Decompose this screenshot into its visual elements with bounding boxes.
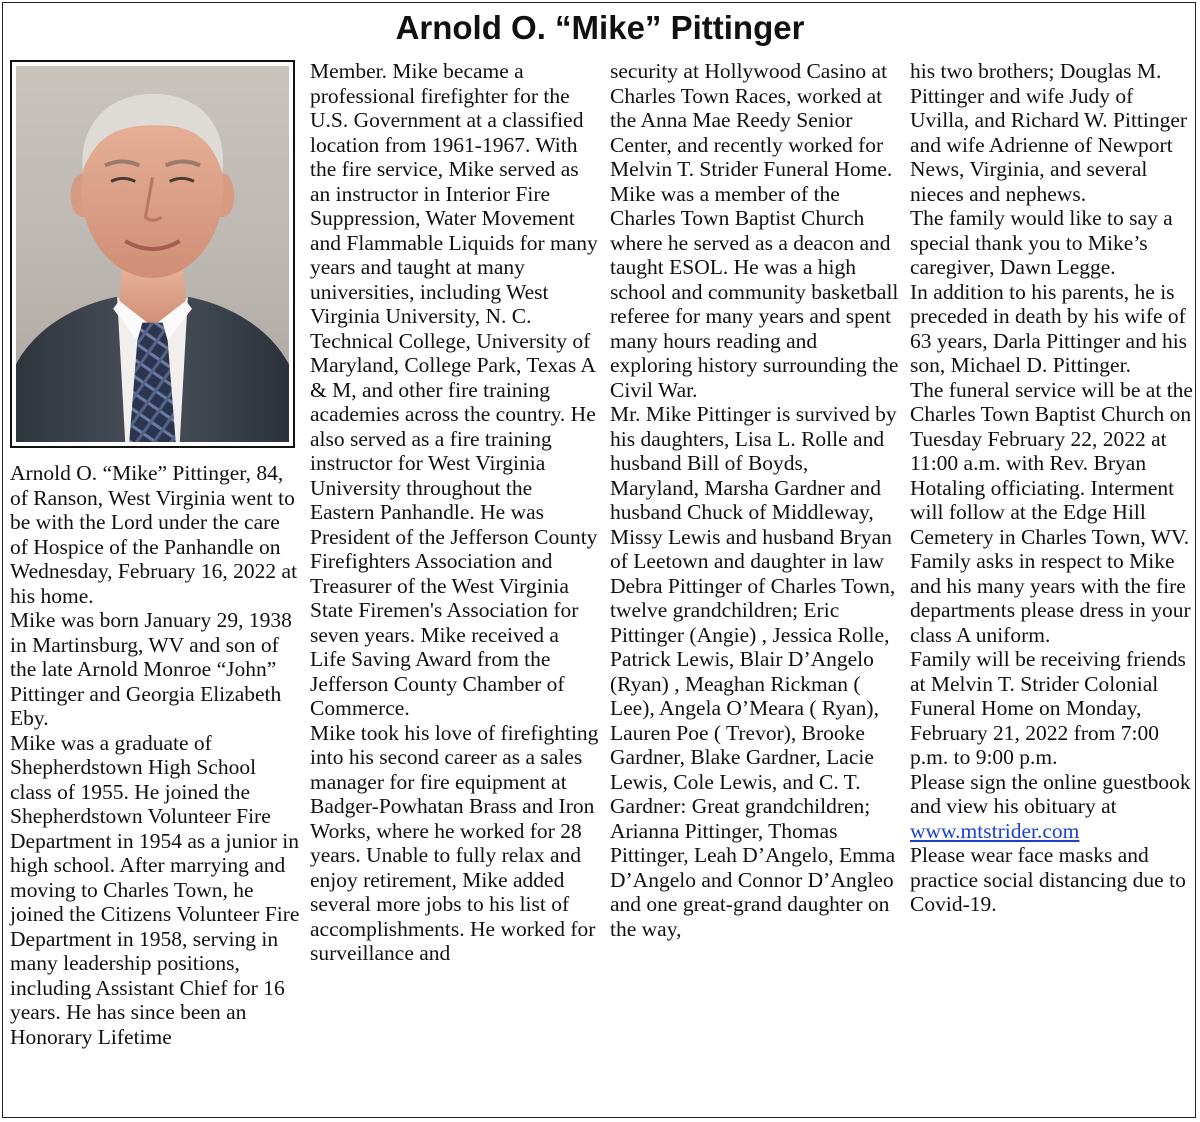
column-2 xyxy=(310,59,600,966)
obituary-paragraph: Mike was a graduate of Shepherdstown High School class of 1955. He joined the Shepherdstown Volunteer Fire Department in 1954 as a junior in high school. After marrying and moving to Charles Town, he joined the Citizens Volunteer Fire Department in 1958, serving in many leadership positions, including Assistant Chief for 16 years. He has since been an Honorary Lifetime xyxy=(10,730,300,1049)
obituary-paragraph: Mike was a member of the Charles Town Baptist Church where he served as a deacon and taught ESOL. He was a high school and community basketball referee for many years and spent many hours reading and exploring history surrounding the Civil War. xyxy=(610,181,899,402)
portrait-illustration xyxy=(16,66,289,442)
portrait-photo xyxy=(10,60,295,448)
obituary-paragraph: The family would like to say a special thank you to Mike’s caregiver, Dawn Legge. xyxy=(910,206,1173,279)
column-3 xyxy=(610,59,900,941)
obituary-paragraph: In addition to his parents, he is preceded in death by his wife of 63 years, Darla Pittinger and his son, Michael D. Pittinger. xyxy=(910,279,1188,377)
obituary-paragraph: Please sign the online guestbook and view his obituary at xyxy=(910,769,1191,818)
obituary-paragraph: Family asks in respect to Mike and his many years with the fire departments please dress in your class A uniform. xyxy=(910,549,1191,647)
column-4 xyxy=(910,59,1194,917)
obituary-paragraph: his two brothers; Douglas M. Pittinger and wife Judy of Uvilla, and Richard W. Pittinger and wife Adrienne of Newport News, Virginia, and several nieces and nephews. xyxy=(910,59,1188,206)
obituary-paragraph: Mike took his love of firefighting into his second career as a sales manager for fire equipment at Badger-Powhatan Brass and Iron Works, where he worked for 28 years. Unable to fully relax and enjoy retirement, Mike added several more jobs to his list of accomplishments. He worked for surveillance and xyxy=(310,720,599,965)
obituary-paragraph: Mike was born January 29, 1938 in Martinsburg, WV and son of the late Arnold Monroe “John” Pittinger and Georgia Elizabeth Eby. xyxy=(10,608,292,730)
obituary-paragraph: The funeral service will be at the Charles Town Baptist Church on Tuesday February 22, 2022 at 11:00 a.m. with Rev. Bryan Hotaling officiating. Interment will follow at the Edge Hill Cemetery in Charles Town, WV. xyxy=(910,377,1193,549)
obituary-paragraph: security at Hollywood Casino at Charles Town Races, worked at the Anna Mae Reedy Senior Center, and recently worked for Melvin T. Strider Funeral Home. xyxy=(610,59,893,181)
obituary-paragraph: Mr. Mike Pittinger is survived by his daughters, Lisa L. Rolle and husband Bill of Boyds, Maryland, Marsha Gardner and husband Chuck of Middleway, Missy Lewis and husband Bryan of Leetown and daughter in law Debra Pittinger of Charles Town, twelve grandchildren; Eric Pittinger (Angie) , Jessica Rolle, Patrick Lewis, Blair D’Angelo (Ryan) , Meaghan Rickman ( Lee), Angela O’Meara ( Ryan), Lauren Poe ( Trevor), Brooke Gardner, Blake Gardner, Lacie Lewis, Cole Lewis, and C. T. Gardner: Great grandchildren; Arianna Pittinger, Thomas Pittinger, Leah D’Angelo, Emma D’Angelo and Connor D’Angleo and one great-grand daughter on the way, xyxy=(610,402,897,941)
obituary-paragraph: Family will be receiving friends at Melvin T. Strider Colonial Funeral Home on Monday, February 21, 2022 from 7:00 p.m. to 9:00 p.m. xyxy=(910,647,1186,769)
obituary-paragraph: Member. Mike became a professional firefighter for the U.S. Government at a classified location from 1961-1967. With the fire service, Mike served as an instructor in Interior Fire Suppression, Water Movement and Flammable Liquids for many years and taught at many universities, including West Virginia University, N. C. Technical College, University of Maryland, College Park, Texas A & M, and other fire training academies across the country. He also served as a fire training instructor for West Virginia University throughout the Eastern Panhandle. He was President of the Jefferson County Firefighters Association and Treasurer of the West Virginia State Firemen's Association for seven years. Mike received a Life Saving Award from the Jefferson County Chamber of Commerce. xyxy=(310,59,598,720)
obituary-title: Arnold O. “Mike” Pittinger xyxy=(395,9,805,46)
obituary-paragraph: Arnold O. “Mike” Pittinger, 84, of Ranson, West Virginia went to be with the Lord under the care of Hospice of the Panhandle on Wednesday, February 16, 2022 at his home. xyxy=(10,461,298,608)
column-1 xyxy=(10,461,300,1049)
obituary-paragraph: Please wear face masks and practice social distancing due to Covid-19. xyxy=(910,843,1186,916)
strider-website-link[interactable]: www.mtstrider.com xyxy=(910,818,1080,843)
